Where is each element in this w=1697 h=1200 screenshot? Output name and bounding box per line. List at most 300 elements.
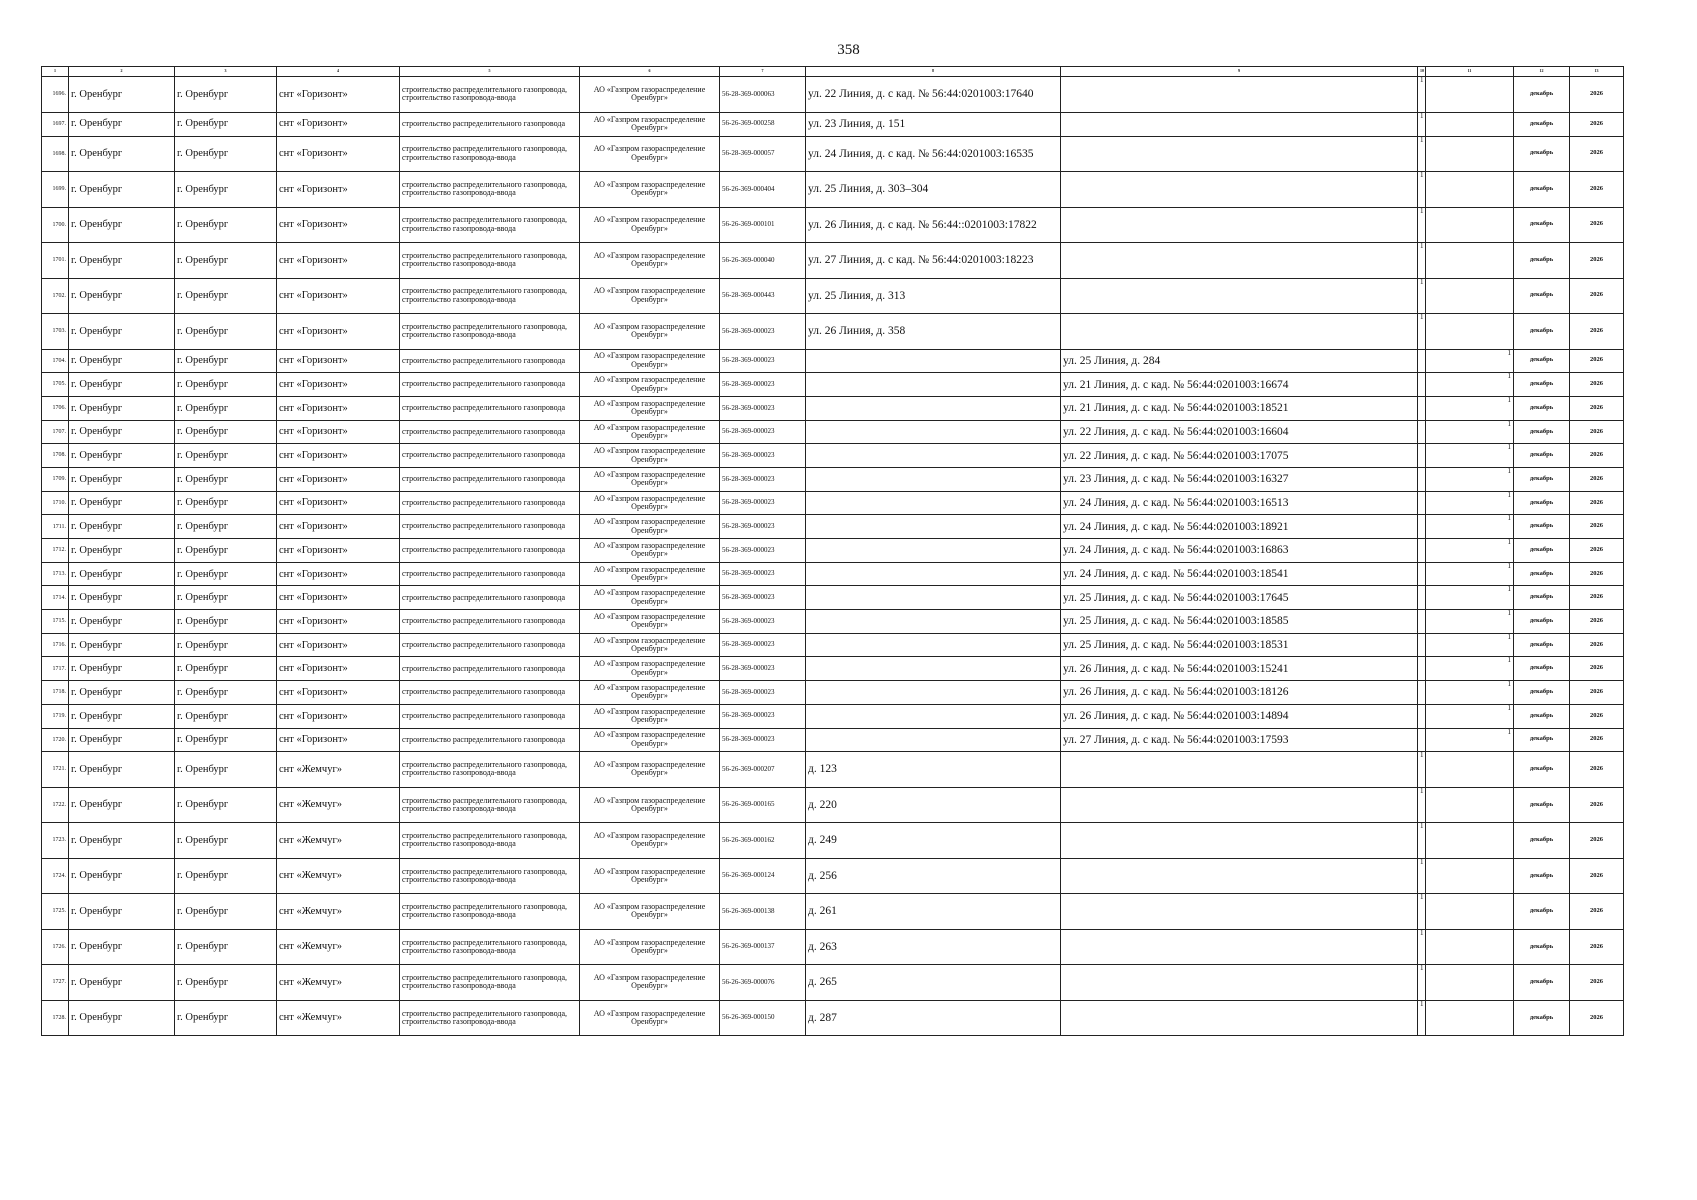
organization-cell: АО «Газпром газораспределение Оренбург» — [580, 823, 720, 859]
settlement-cell: г. Оренбург — [69, 172, 175, 208]
address-alt-cell: ул. 22 Линия, д. с кад. № 56:44:0201003:17075 — [1061, 444, 1418, 468]
flag-cell — [1418, 420, 1426, 444]
city-cell: г. Оренбург — [175, 858, 277, 894]
flag-cell: 1 — [1418, 172, 1426, 208]
year-cell: 2026 — [1570, 562, 1624, 586]
snt-cell: снт «Горизонт» — [277, 728, 400, 752]
snt-cell: снт «Горизонт» — [277, 112, 400, 136]
row-number: 1709. — [42, 467, 69, 491]
address-alt-cell: ул. 25 Линия, д. с кад. № 56:44:0201003:18531 — [1061, 633, 1418, 657]
work-description-cell: строительство распределительного газопровода — [400, 515, 580, 539]
flag-cell: 1 — [1426, 491, 1514, 515]
city-cell: г. Оренбург — [175, 562, 277, 586]
row-number: 1719. — [42, 704, 69, 728]
month-cell: декабрь — [1514, 396, 1570, 420]
settlement-cell: г. Оренбург — [69, 787, 175, 823]
snt-cell: снт «Горизонт» — [277, 657, 400, 681]
year-cell: 2026 — [1570, 136, 1624, 172]
address-cell: д. 261 — [806, 894, 1061, 930]
row-number: 1725. — [42, 894, 69, 930]
year-cell: 2026 — [1570, 929, 1624, 965]
table-row — [42, 681, 1624, 705]
work-description-cell: строительство распределительного газопровода — [400, 586, 580, 610]
work-description-cell: строительство распределительного газопровода — [400, 610, 580, 634]
settlement-cell: г. Оренбург — [69, 633, 175, 657]
flag-cell — [1418, 373, 1426, 397]
table-row — [42, 491, 1624, 515]
snt-cell: снт «Жемчуг» — [277, 965, 400, 1001]
settlement-cell: г. Оренбург — [69, 77, 175, 113]
city-cell: г. Оренбург — [175, 420, 277, 444]
organization-cell: АО «Газпром газораспределение Оренбург» — [580, 77, 720, 113]
table-row — [42, 373, 1624, 397]
table-row — [42, 823, 1624, 859]
address-alt-cell — [1061, 752, 1418, 788]
object-code-cell: 56-26-369-000258 — [720, 112, 806, 136]
month-cell: декабрь — [1514, 929, 1570, 965]
address-alt-cell — [1061, 172, 1418, 208]
address-cell: ул. 26 Линия, д. с кад. № 56:44::0201003:17822 — [806, 207, 1061, 243]
settlement-cell: г. Оренбург — [69, 657, 175, 681]
work-description-cell: строительство распределительного газопровода — [400, 112, 580, 136]
row-number: 1723. — [42, 823, 69, 859]
year-cell: 2026 — [1570, 349, 1624, 373]
work-description-cell: строительство распределительного газопровода, строительство газопровода-ввода — [400, 136, 580, 172]
table-row — [42, 894, 1624, 930]
table-row — [42, 112, 1624, 136]
year-cell: 2026 — [1570, 373, 1624, 397]
settlement-cell: г. Оренбург — [69, 314, 175, 350]
flag-cell — [1418, 633, 1426, 657]
work-description-cell: строительство распределительного газопровода, строительство газопровода-ввода — [400, 77, 580, 113]
year-cell: 2026 — [1570, 728, 1624, 752]
month-cell: декабрь — [1514, 136, 1570, 172]
settlement-cell: г. Оренбург — [69, 965, 175, 1001]
city-cell: г. Оренбург — [175, 752, 277, 788]
address-alt-cell — [1061, 243, 1418, 279]
organization-cell: АО «Газпром газораспределение Оренбург» — [580, 610, 720, 634]
row-number: 1696. — [42, 77, 69, 113]
object-code-cell: 56-28-369-000023 — [720, 396, 806, 420]
snt-cell: снт «Горизонт» — [277, 491, 400, 515]
year-cell: 2026 — [1570, 633, 1624, 657]
work-description-cell: строительство распределительного газопровода — [400, 396, 580, 420]
city-cell: г. Оренбург — [175, 965, 277, 1001]
column-header: 12 — [1514, 67, 1570, 77]
flag-cell: 1 — [1418, 894, 1426, 930]
city-cell: г. Оренбург — [175, 657, 277, 681]
flag-cell: 1 — [1426, 396, 1514, 420]
month-cell: декабрь — [1514, 539, 1570, 563]
flag-cell — [1426, 112, 1514, 136]
table-row — [42, 467, 1624, 491]
flag-cell — [1426, 207, 1514, 243]
address-alt-cell: ул. 24 Линия, д. с кад. № 56:44:0201003:16513 — [1061, 491, 1418, 515]
year-cell: 2026 — [1570, 77, 1624, 113]
row-number: 1701. — [42, 243, 69, 279]
address-alt-cell: ул. 24 Линия, д. с кад. № 56:44:0201003:18921 — [1061, 515, 1418, 539]
table-row — [42, 314, 1624, 350]
month-cell: декабрь — [1514, 657, 1570, 681]
flag-cell — [1418, 681, 1426, 705]
object-code-cell: 56-26-369-000040 — [720, 243, 806, 279]
column-header: 13 — [1570, 67, 1624, 77]
work-description-cell: строительство распределительного газопровода — [400, 633, 580, 657]
settlement-cell: г. Оренбург — [69, 444, 175, 468]
city-cell: г. Оренбург — [175, 77, 277, 113]
month-cell: декабрь — [1514, 610, 1570, 634]
address-alt-cell — [1061, 1000, 1418, 1036]
organization-cell: АО «Газпром газораспределение Оренбург» — [580, 136, 720, 172]
settlement-cell: г. Оренбург — [69, 112, 175, 136]
year-cell: 2026 — [1570, 1000, 1624, 1036]
row-number: 1714. — [42, 586, 69, 610]
month-cell: декабрь — [1514, 77, 1570, 113]
flag-cell — [1426, 929, 1514, 965]
table-row — [42, 787, 1624, 823]
table-row — [42, 515, 1624, 539]
flag-cell — [1426, 752, 1514, 788]
work-description-cell: строительство распределительного газопровода, строительство газопровода-ввода — [400, 752, 580, 788]
address-cell — [806, 349, 1061, 373]
year-cell: 2026 — [1570, 420, 1624, 444]
row-number: 1705. — [42, 373, 69, 397]
flag-cell — [1426, 172, 1514, 208]
work-description-cell: строительство распределительного газопровода — [400, 491, 580, 515]
work-description-cell: строительство распределительного газопровода — [400, 657, 580, 681]
organization-cell: АО «Газпром газораспределение Оренбург» — [580, 278, 720, 314]
year-cell: 2026 — [1570, 172, 1624, 208]
work-description-cell: строительство распределительного газопровода — [400, 681, 580, 705]
organization-cell: АО «Газпром газораспределение Оренбург» — [580, 704, 720, 728]
snt-cell: снт «Жемчуг» — [277, 823, 400, 859]
snt-cell: снт «Горизонт» — [277, 314, 400, 350]
address-alt-cell — [1061, 136, 1418, 172]
row-number: 1711. — [42, 515, 69, 539]
table-row — [42, 420, 1624, 444]
city-cell: г. Оренбург — [175, 515, 277, 539]
snt-cell: снт «Горизонт» — [277, 172, 400, 208]
flag-cell — [1418, 515, 1426, 539]
column-header: 8 — [806, 67, 1061, 77]
row-number: 1697. — [42, 112, 69, 136]
address-alt-cell — [1061, 77, 1418, 113]
column-header: 6 — [580, 67, 720, 77]
object-code-cell: 56-26-369-000138 — [720, 894, 806, 930]
table-row — [42, 929, 1624, 965]
flag-cell: 1 — [1426, 515, 1514, 539]
address-cell — [806, 657, 1061, 681]
object-code-cell: 56-28-369-000023 — [720, 539, 806, 563]
month-cell: декабрь — [1514, 349, 1570, 373]
work-description-cell: строительство распределительного газопровода — [400, 562, 580, 586]
year-cell: 2026 — [1570, 858, 1624, 894]
city-cell: г. Оренбург — [175, 467, 277, 491]
flag-cell — [1426, 787, 1514, 823]
snt-cell: снт «Жемчуг» — [277, 787, 400, 823]
settlement-cell: г. Оренбург — [69, 728, 175, 752]
snt-cell: снт «Горизонт» — [277, 349, 400, 373]
city-cell: г. Оренбург — [175, 491, 277, 515]
column-header: 3 — [175, 67, 277, 77]
address-cell — [806, 515, 1061, 539]
object-code-cell: 56-28-369-000023 — [720, 314, 806, 350]
table-row — [42, 562, 1624, 586]
flag-cell: 1 — [1418, 752, 1426, 788]
address-alt-cell: ул. 26 Линия, д. с кад. № 56:44:0201003:15241 — [1061, 657, 1418, 681]
work-description-cell: строительство распределительного газопровода, строительство газопровода-ввода — [400, 172, 580, 208]
address-alt-cell — [1061, 965, 1418, 1001]
object-code-cell: 56-28-369-000023 — [720, 467, 806, 491]
row-number: 1707. — [42, 420, 69, 444]
year-cell: 2026 — [1570, 823, 1624, 859]
organization-cell: АО «Газпром газораспределение Оренбург» — [580, 657, 720, 681]
year-cell: 2026 — [1570, 586, 1624, 610]
flag-cell: 1 — [1426, 467, 1514, 491]
month-cell: декабрь — [1514, 420, 1570, 444]
snt-cell: снт «Горизонт» — [277, 77, 400, 113]
address-cell — [806, 467, 1061, 491]
organization-cell: АО «Газпром газораспределение Оренбург» — [580, 894, 720, 930]
organization-cell: АО «Газпром газораспределение Оренбург» — [580, 728, 720, 752]
register-table — [41, 66, 1624, 1036]
flag-cell: 1 — [1426, 373, 1514, 397]
table-row — [42, 396, 1624, 420]
work-description-cell: строительство распределительного газопровода — [400, 373, 580, 397]
work-description-cell: строительство распределительного газопровода — [400, 704, 580, 728]
address-cell — [806, 681, 1061, 705]
object-code-cell: 56-28-369-000023 — [720, 515, 806, 539]
address-cell — [806, 610, 1061, 634]
flag-cell: 1 — [1418, 77, 1426, 113]
settlement-cell: г. Оренбург — [69, 420, 175, 444]
table-row — [42, 444, 1624, 468]
flag-cell — [1426, 243, 1514, 279]
organization-cell: АО «Газпром газораспределение Оренбург» — [580, 681, 720, 705]
organization-cell: АО «Газпром газораспределение Оренбург» — [580, 172, 720, 208]
month-cell: декабрь — [1514, 112, 1570, 136]
year-cell: 2026 — [1570, 787, 1624, 823]
object-code-cell: 56-28-369-000023 — [720, 681, 806, 705]
address-cell — [806, 704, 1061, 728]
object-code-cell: 56-28-369-000443 — [720, 278, 806, 314]
flag-cell — [1426, 965, 1514, 1001]
city-cell: г. Оренбург — [175, 539, 277, 563]
address-alt-cell — [1061, 787, 1418, 823]
flag-cell — [1426, 1000, 1514, 1036]
city-cell: г. Оренбург — [175, 172, 277, 208]
settlement-cell: г. Оренбург — [69, 823, 175, 859]
organization-cell: АО «Газпром газораспределение Оренбург» — [580, 349, 720, 373]
address-cell: д. 265 — [806, 965, 1061, 1001]
address-alt-cell: ул. 25 Линия, д. с кад. № 56:44:0201003:17645 — [1061, 586, 1418, 610]
address-alt-cell — [1061, 823, 1418, 859]
organization-cell: АО «Газпром газораспределение Оренбург» — [580, 491, 720, 515]
address-cell — [806, 633, 1061, 657]
snt-cell: снт «Горизонт» — [277, 243, 400, 279]
address-cell — [806, 562, 1061, 586]
flag-cell — [1418, 491, 1426, 515]
snt-cell: снт «Горизонт» — [277, 562, 400, 586]
month-cell: декабрь — [1514, 633, 1570, 657]
month-cell: декабрь — [1514, 823, 1570, 859]
work-description-cell: строительство распределительного газопровода — [400, 420, 580, 444]
table-row — [42, 586, 1624, 610]
row-number: 1716. — [42, 633, 69, 657]
city-cell: г. Оренбург — [175, 444, 277, 468]
row-number: 1720. — [42, 728, 69, 752]
settlement-cell: г. Оренбург — [69, 373, 175, 397]
row-number: 1712. — [42, 539, 69, 563]
row-number: 1702. — [42, 278, 69, 314]
work-description-cell: строительство распределительного газопровода, строительство газопровода-ввода — [400, 278, 580, 314]
object-code-cell: 56-26-369-000137 — [720, 929, 806, 965]
object-code-cell: 56-28-369-000063 — [720, 77, 806, 113]
organization-cell: АО «Газпром газораспределение Оренбург» — [580, 396, 720, 420]
row-number: 1728. — [42, 1000, 69, 1036]
address-alt-cell — [1061, 858, 1418, 894]
address-cell: д. 123 — [806, 752, 1061, 788]
object-code-cell: 56-26-369-000404 — [720, 172, 806, 208]
snt-cell: снт «Горизонт» — [277, 420, 400, 444]
year-cell: 2026 — [1570, 610, 1624, 634]
snt-cell: снт «Жемчуг» — [277, 929, 400, 965]
flag-cell — [1418, 586, 1426, 610]
object-code-cell: 56-28-369-000057 — [720, 136, 806, 172]
year-cell: 2026 — [1570, 278, 1624, 314]
settlement-cell: г. Оренбург — [69, 396, 175, 420]
organization-cell: АО «Газпром газораспределение Оренбург» — [580, 787, 720, 823]
address-cell — [806, 728, 1061, 752]
table-row — [42, 243, 1624, 279]
year-cell: 2026 — [1570, 467, 1624, 491]
row-number: 1703. — [42, 314, 69, 350]
address-cell — [806, 539, 1061, 563]
month-cell: декабрь — [1514, 373, 1570, 397]
flag-cell: 1 — [1418, 314, 1426, 350]
snt-cell: снт «Жемчуг» — [277, 1000, 400, 1036]
address-alt-cell — [1061, 278, 1418, 314]
flag-cell: 1 — [1426, 420, 1514, 444]
table-row — [42, 728, 1624, 752]
settlement-cell: г. Оренбург — [69, 539, 175, 563]
address-cell — [806, 491, 1061, 515]
address-cell: ул. 24 Линия, д. с кад. № 56:44:0201003:16535 — [806, 136, 1061, 172]
address-alt-cell: ул. 23 Линия, д. с кад. № 56:44:0201003:16327 — [1061, 467, 1418, 491]
settlement-cell: г. Оренбург — [69, 491, 175, 515]
address-alt-cell: ул. 27 Линия, д. с кад. № 56:44:0201003:17593 — [1061, 728, 1418, 752]
address-cell: д. 287 — [806, 1000, 1061, 1036]
row-number: 1724. — [42, 858, 69, 894]
flag-cell — [1426, 278, 1514, 314]
row-number: 1722. — [42, 787, 69, 823]
work-description-cell: строительство распределительного газопровода — [400, 349, 580, 373]
snt-cell: снт «Горизонт» — [277, 586, 400, 610]
work-description-cell: строительство распределительного газопровода, строительство газопровода-ввода — [400, 243, 580, 279]
address-alt-cell — [1061, 929, 1418, 965]
month-cell: декабрь — [1514, 172, 1570, 208]
address-cell: ул. 25 Линия, д. 313 — [806, 278, 1061, 314]
month-cell: декабрь — [1514, 444, 1570, 468]
object-code-cell: 56-28-369-000023 — [720, 444, 806, 468]
flag-cell: 1 — [1418, 787, 1426, 823]
organization-cell: АО «Газпром газораспределение Оренбург» — [580, 752, 720, 788]
table-row — [42, 858, 1624, 894]
flag-cell: 1 — [1418, 243, 1426, 279]
row-number: 1704. — [42, 349, 69, 373]
table-row — [42, 1000, 1624, 1036]
city-cell: г. Оренбург — [175, 704, 277, 728]
year-cell: 2026 — [1570, 314, 1624, 350]
flag-cell — [1418, 704, 1426, 728]
address-alt-cell: ул. 26 Линия, д. с кад. № 56:44:0201003:18126 — [1061, 681, 1418, 705]
month-cell: декабрь — [1514, 704, 1570, 728]
work-description-cell: строительство распределительного газопровода, строительство газопровода-ввода — [400, 314, 580, 350]
month-cell: декабрь — [1514, 515, 1570, 539]
address-alt-cell — [1061, 207, 1418, 243]
address-alt-cell — [1061, 112, 1418, 136]
snt-cell: снт «Горизонт» — [277, 278, 400, 314]
city-cell: г. Оренбург — [175, 823, 277, 859]
address-cell — [806, 396, 1061, 420]
year-cell: 2026 — [1570, 396, 1624, 420]
month-cell: декабрь — [1514, 491, 1570, 515]
flag-cell: 1 — [1426, 562, 1514, 586]
flag-cell: 1 — [1426, 633, 1514, 657]
settlement-cell: г. Оренбург — [69, 136, 175, 172]
work-description-cell: строительство распределительного газопровода, строительство газопровода-ввода — [400, 823, 580, 859]
year-cell: 2026 — [1570, 894, 1624, 930]
address-cell — [806, 444, 1061, 468]
snt-cell: снт «Горизонт» — [277, 633, 400, 657]
column-header: 10 — [1418, 67, 1426, 77]
flag-cell: 1 — [1418, 207, 1426, 243]
address-cell: ул. 23 Линия, д. 151 — [806, 112, 1061, 136]
flag-cell — [1418, 610, 1426, 634]
city-cell: г. Оренбург — [175, 396, 277, 420]
object-code-cell: 56-28-369-000023 — [720, 420, 806, 444]
flag-cell: 1 — [1426, 539, 1514, 563]
snt-cell: снт «Горизонт» — [277, 610, 400, 634]
month-cell: декабрь — [1514, 858, 1570, 894]
city-cell: г. Оренбург — [175, 136, 277, 172]
object-code-cell: 56-26-369-000165 — [720, 787, 806, 823]
object-code-cell: 56-26-369-000076 — [720, 965, 806, 1001]
table-row — [42, 172, 1624, 208]
column-header: 7 — [720, 67, 806, 77]
column-header: 5 — [400, 67, 580, 77]
city-cell: г. Оренбург — [175, 112, 277, 136]
year-cell: 2026 — [1570, 539, 1624, 563]
month-cell: декабрь — [1514, 243, 1570, 279]
settlement-cell: г. Оренбург — [69, 278, 175, 314]
city-cell: г. Оренбург — [175, 586, 277, 610]
address-cell: д. 249 — [806, 823, 1061, 859]
snt-cell: снт «Горизонт» — [277, 207, 400, 243]
month-cell: декабрь — [1514, 752, 1570, 788]
snt-cell: снт «Горизонт» — [277, 515, 400, 539]
flag-cell: 1 — [1418, 1000, 1426, 1036]
address-alt-cell: ул. 24 Линия, д. с кад. № 56:44:0201003:18541 — [1061, 562, 1418, 586]
organization-cell: АО «Газпром газораспределение Оренбург» — [580, 633, 720, 657]
address-alt-cell — [1061, 314, 1418, 350]
flag-cell — [1426, 314, 1514, 350]
settlement-cell: г. Оренбург — [69, 752, 175, 788]
table-row — [42, 657, 1624, 681]
snt-cell: снт «Горизонт» — [277, 444, 400, 468]
year-cell: 2026 — [1570, 112, 1624, 136]
address-alt-cell: ул. 22 Линия, д. с кад. № 56:44:0201003:16604 — [1061, 420, 1418, 444]
